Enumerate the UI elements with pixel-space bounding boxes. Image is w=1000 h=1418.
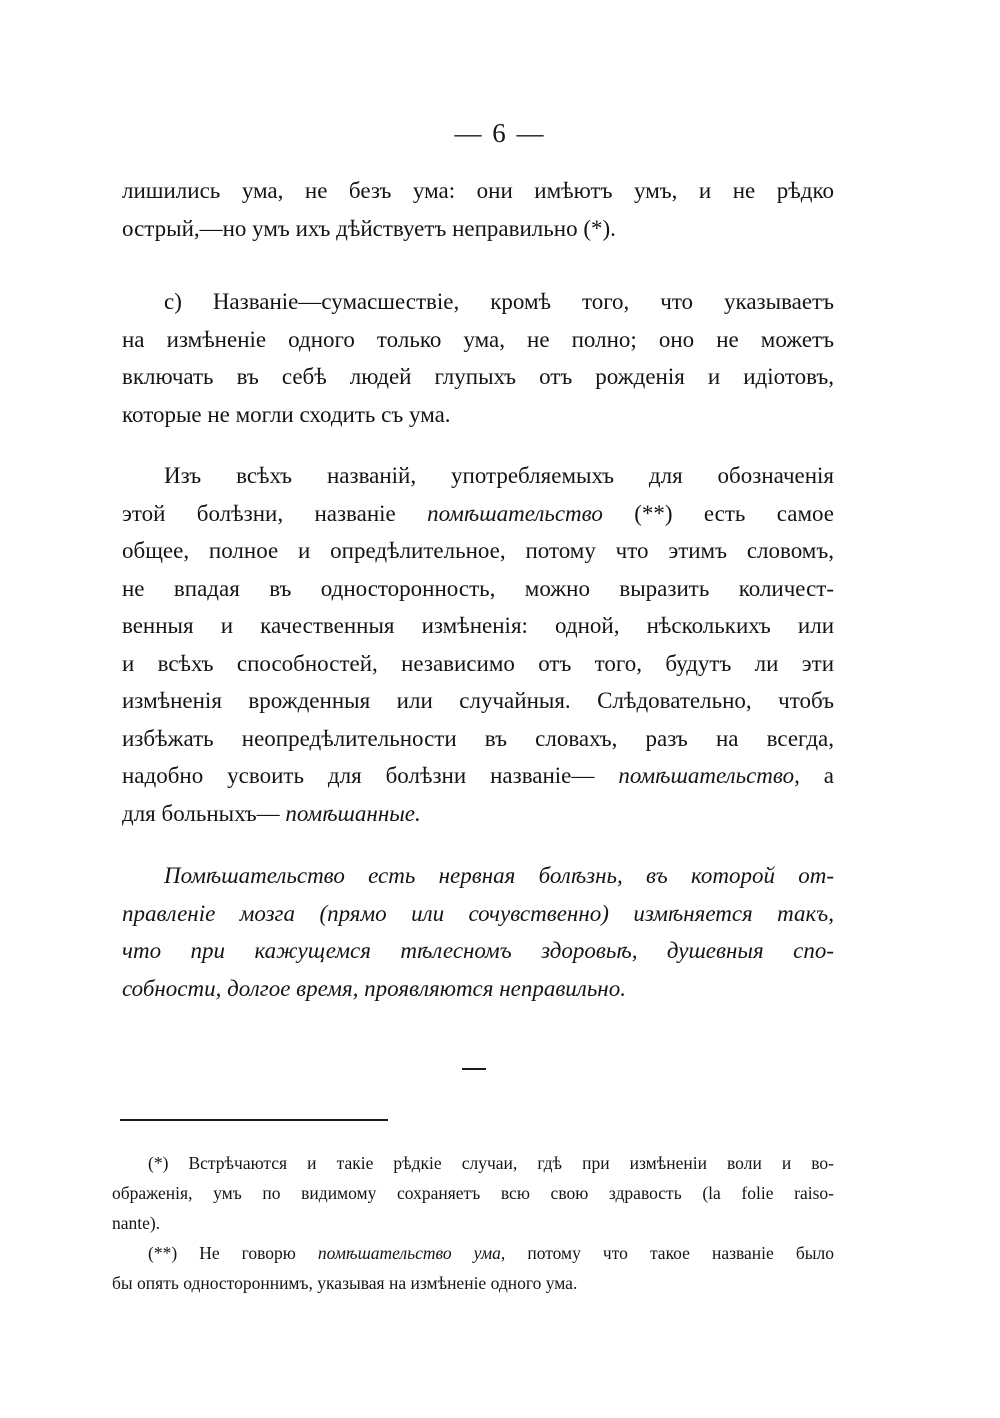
text-segment: (**) Не говорю (148, 1243, 318, 1263)
text-segment: для больныхъ— (122, 800, 286, 826)
footnote-line (112, 1238, 834, 1268)
section-dash (462, 1068, 486, 1070)
text-line: общее, полное и опредѣлительное, потому что этимъ словомъ, (122, 538, 834, 563)
text-line: острый,—но умъ ихъ дѣйствуетъ неправильно (*). (122, 215, 616, 241)
paragraph-3 (122, 457, 834, 832)
text-line: которые не могли сходить съ ума. (122, 401, 451, 427)
text-segment: надобно усвоить для болѣзни названіе— (122, 763, 619, 788)
text-line: лишились ума, не безъ ума: они имѣютъ умъ, и не рѣдко (122, 178, 834, 203)
footnotes (112, 1148, 834, 1298)
text-line: избѣжать неопредѣлительности въ словахъ, разъ на всегда, (122, 725, 834, 751)
text-line: и всѣхъ способностей, независимо отъ того, будутъ ли эти (122, 650, 834, 676)
text-line: включать въ себѣ людей глупыхъ отъ рожденія и идіотовъ, (122, 364, 834, 389)
footnote-line: бы опять одностороннимъ, указывая на измѣненіе одного ума. (112, 1273, 578, 1293)
paragraph-1 (122, 172, 834, 247)
paragraph-2 (122, 283, 834, 433)
footnote-line: nante). (112, 1213, 161, 1233)
emphasized-term: помѣшанные. (285, 800, 421, 826)
footnote-line: ображенія, умъ по видимому сохраняетъ всю свою здравость (la folie raiso- (112, 1183, 834, 1203)
text-line: c) Названіе—сумасшествіе, кромѣ того, что указываетъ (164, 289, 834, 314)
text-segment: (**) есть самое (602, 500, 834, 526)
text-line: что при кажущемся тѣлесномъ здоровьѣ, душевныя спо- (122, 938, 834, 963)
footnote-line: (*) Встрѣчаются и такіе рѣдкіе случаи, гдѣ при измѣненіи воли и во- (148, 1153, 834, 1173)
text-segment: этой болѣзни, названіе (122, 500, 428, 526)
emphasized-term: помѣшательство ума, (317, 1243, 506, 1263)
text-line: собности, долгое время, проявляются неправильно. (122, 975, 626, 1001)
text-line (122, 495, 834, 533)
text-segment: потому что такое названіе было (505, 1243, 834, 1263)
page-number: — 6 — (454, 118, 546, 148)
text-line: правленіе мозга (прямо или сочувственно) измѣняется такъ, (122, 900, 834, 926)
text-line: на измѣненіе одного только ума, не полно; оно не можетъ (122, 326, 834, 352)
emphasized-term: помѣшательство (618, 763, 795, 788)
text-line (122, 757, 834, 795)
footnote-rule (120, 1119, 388, 1121)
definition-paragraph (122, 857, 834, 1007)
text-line: не впадая въ односторонность, можно выразить количест- (122, 575, 834, 601)
text-segment: , а (794, 763, 835, 788)
text-line: Помѣшательство есть нервная болѣзнь, въ которой от- (164, 863, 834, 888)
emphasized-term: помѣшательство (427, 500, 603, 526)
text-line (122, 795, 834, 833)
text-line: Изъ всѣхъ названій, употребляемыхъ для обозначенія (164, 463, 834, 488)
text-line: венныя и качественныя измѣненія: одной, нѣсколькихъ или (122, 613, 834, 638)
text-line: измѣненія врожденныя или случайныя. Слѣдовательно, чтобъ (122, 688, 834, 713)
